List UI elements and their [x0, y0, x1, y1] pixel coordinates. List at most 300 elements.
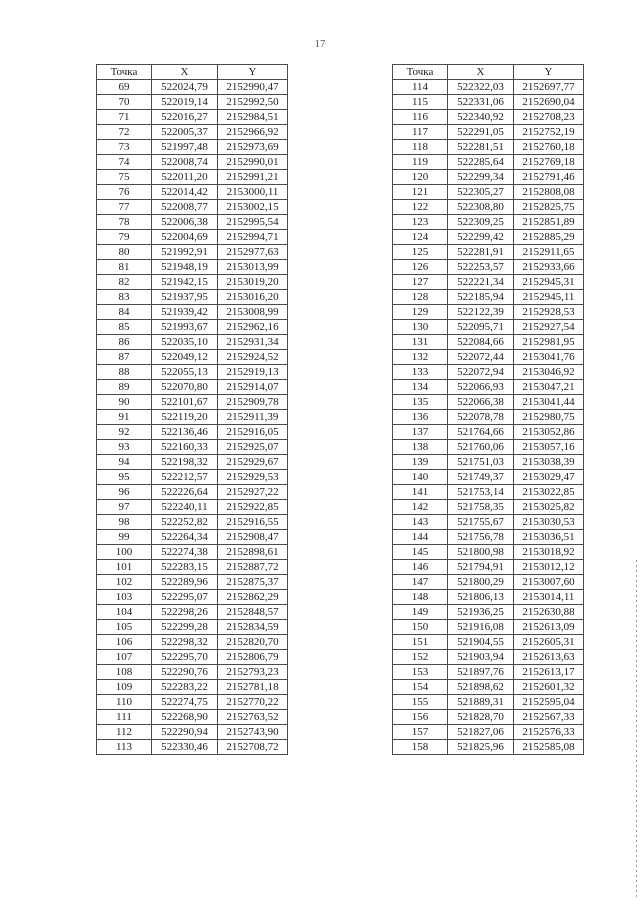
table-row: [393, 275, 584, 290]
cell-y: 2152875,37: [218, 575, 288, 590]
header-x: X: [152, 65, 218, 80]
cell-x: 521936,25: [448, 605, 514, 620]
cell-x: 522295,07: [152, 590, 218, 605]
cell-x: 521939,42: [152, 305, 218, 320]
cell-y: 2152760,18: [514, 140, 584, 155]
cell-x: 522095,71: [448, 320, 514, 335]
table-row: [97, 500, 288, 515]
table-row: [97, 245, 288, 260]
cell-x: 522274,75: [152, 695, 218, 710]
cell-y: 2152925,07: [218, 440, 288, 455]
cell-y: 2152630,88: [514, 605, 584, 620]
cell-point: 137: [393, 425, 448, 440]
table-row: [97, 425, 288, 440]
cell-x: 522006,38: [152, 215, 218, 230]
cell-y: 2152919,13: [218, 365, 288, 380]
cell-x: 521889,31: [448, 695, 514, 710]
cell-y: 2152933,66: [514, 260, 584, 275]
cell-point: 104: [97, 605, 152, 620]
cell-y: 2153052,86: [514, 425, 584, 440]
cell-x: 522049,12: [152, 350, 218, 365]
cell-point: 133: [393, 365, 448, 380]
cell-point: 110: [97, 695, 152, 710]
table-row: [393, 455, 584, 470]
cell-x: 522035,10: [152, 335, 218, 350]
table-body-left: [97, 80, 288, 755]
cell-point: 99: [97, 530, 152, 545]
cell-point: 115: [393, 95, 448, 110]
cell-y: 2152916,05: [218, 425, 288, 440]
cell-point: 75: [97, 170, 152, 185]
table-row: [97, 290, 288, 305]
cell-x: 522004,69: [152, 230, 218, 245]
cell-x: 522340,92: [448, 110, 514, 125]
cell-x: 521825,96: [448, 740, 514, 755]
cell-point: 129: [393, 305, 448, 320]
cell-point: 145: [393, 545, 448, 560]
cell-y: 2152929,67: [218, 455, 288, 470]
header-y: Y: [218, 65, 288, 80]
page-number: 17: [314, 38, 326, 50]
table-row: [97, 230, 288, 245]
cell-point: 156: [393, 710, 448, 725]
table-row: [97, 365, 288, 380]
cell-point: 113: [97, 740, 152, 755]
table-row: [97, 710, 288, 725]
table-row: [393, 110, 584, 125]
cell-point: 108: [97, 665, 152, 680]
cell-x: 521800,29: [448, 575, 514, 590]
cell-point: 118: [393, 140, 448, 155]
cell-point: 143: [393, 515, 448, 530]
cell-point: 95: [97, 470, 152, 485]
cell-x: 522101,67: [152, 395, 218, 410]
cell-point: 135: [393, 395, 448, 410]
cell-y: 2152973,69: [218, 140, 288, 155]
cell-x: 521751,03: [448, 455, 514, 470]
cell-y: 2153025,82: [514, 500, 584, 515]
cell-point: 116: [393, 110, 448, 125]
table-row: [97, 95, 288, 110]
table-row: [97, 260, 288, 275]
cell-point: 146: [393, 560, 448, 575]
table-row: [393, 140, 584, 155]
cell-x: 522226,64: [152, 485, 218, 500]
cell-x: 521764,66: [448, 425, 514, 440]
cell-y: 2153047,21: [514, 380, 584, 395]
cell-x: 522011,20: [152, 170, 218, 185]
table-row: [393, 230, 584, 245]
cell-y: 2152595,04: [514, 695, 584, 710]
cell-y: 2152848,57: [218, 605, 288, 620]
cell-y: 2152922,85: [218, 500, 288, 515]
cell-y: 2152834,59: [218, 620, 288, 635]
cell-y: 2152945,31: [514, 275, 584, 290]
cell-point: 128: [393, 290, 448, 305]
cell-y: 2152769,18: [514, 155, 584, 170]
cell-x: 522298,26: [152, 605, 218, 620]
cell-x: 522005,37: [152, 125, 218, 140]
cell-y: 2152980,75: [514, 410, 584, 425]
cell-x: 521942,15: [152, 275, 218, 290]
cell-point: 96: [97, 485, 152, 500]
cell-y: 2153046,92: [514, 365, 584, 380]
cell-x: 522252,82: [152, 515, 218, 530]
cell-point: 117: [393, 125, 448, 140]
table-row: [97, 605, 288, 620]
cell-y: 2152911,39: [218, 410, 288, 425]
cell-y: 2152752,19: [514, 125, 584, 140]
cell-point: 125: [393, 245, 448, 260]
cell-point: 81: [97, 260, 152, 275]
table-row: [393, 95, 584, 110]
cell-point: 86: [97, 335, 152, 350]
table-row: [393, 740, 584, 755]
cell-x: 522285,64: [448, 155, 514, 170]
cell-x: 522221,34: [448, 275, 514, 290]
cell-point: 84: [97, 305, 152, 320]
table-row: [393, 710, 584, 725]
cell-y: 2152601,32: [514, 680, 584, 695]
cell-x: 522264,34: [152, 530, 218, 545]
cell-x: 521937,95: [152, 290, 218, 305]
table-body-right: [393, 80, 584, 755]
cell-y: 2152820,70: [218, 635, 288, 650]
table-row: [97, 575, 288, 590]
cell-y: 2153002,15: [218, 200, 288, 215]
cell-point: 83: [97, 290, 152, 305]
cell-x: 522016,27: [152, 110, 218, 125]
cell-y: 2152806,79: [218, 650, 288, 665]
table-row: [393, 725, 584, 740]
cell-point: 79: [97, 230, 152, 245]
cell-point: 92: [97, 425, 152, 440]
cell-x: 522212,57: [152, 470, 218, 485]
cell-x: 522290,94: [152, 725, 218, 740]
cell-x: 522274,38: [152, 545, 218, 560]
cell-y: 2152605,31: [514, 635, 584, 650]
cell-y: 2153012,12: [514, 560, 584, 575]
cell-point: 139: [393, 455, 448, 470]
cell-y: 2153030,53: [514, 515, 584, 530]
cell-point: 88: [97, 365, 152, 380]
coordinates-table-right: [392, 64, 584, 755]
table-row: [97, 560, 288, 575]
cell-point: 102: [97, 575, 152, 590]
cell-point: 105: [97, 620, 152, 635]
table-row: [393, 395, 584, 410]
table-row: [393, 155, 584, 170]
cell-point: 131: [393, 335, 448, 350]
table-row: [97, 650, 288, 665]
header-point: Точка: [97, 65, 152, 80]
cell-y: 2152966,92: [218, 125, 288, 140]
cell-x: 522305,27: [448, 185, 514, 200]
cell-x: 522055,13: [152, 365, 218, 380]
cell-x: 522072,94: [448, 365, 514, 380]
cell-point: 157: [393, 725, 448, 740]
cell-y: 2152909,78: [218, 395, 288, 410]
cell-y: 2152613,17: [514, 665, 584, 680]
cell-point: 73: [97, 140, 152, 155]
table-row: [97, 380, 288, 395]
cell-y: 2152885,29: [514, 230, 584, 245]
cell-x: 522283,15: [152, 560, 218, 575]
cell-point: 123: [393, 215, 448, 230]
cell-point: 109: [97, 680, 152, 695]
table-header-row: [97, 65, 288, 80]
table-row: [393, 185, 584, 200]
cell-y: 2152908,47: [218, 530, 288, 545]
cell-point: 97: [97, 500, 152, 515]
cell-y: 2152994,71: [218, 230, 288, 245]
cell-x: 522289,96: [152, 575, 218, 590]
cell-x: 522185,94: [448, 290, 514, 305]
cell-y: 2153019,20: [218, 275, 288, 290]
table-row: [393, 410, 584, 425]
cell-point: 158: [393, 740, 448, 755]
table-row: [393, 545, 584, 560]
cell-y: 2152808,08: [514, 185, 584, 200]
table-row: [97, 680, 288, 695]
cell-x: 522122,39: [448, 305, 514, 320]
cell-x: 521753,14: [448, 485, 514, 500]
cell-x: 521827,06: [448, 725, 514, 740]
cell-x: 522253,57: [448, 260, 514, 275]
table-row: [97, 155, 288, 170]
cell-x: 522078,78: [448, 410, 514, 425]
cell-y: 2152825,75: [514, 200, 584, 215]
table-row: [393, 125, 584, 140]
binding-edge-divider: [636, 560, 637, 900]
cell-x: 521992,91: [152, 245, 218, 260]
table-row: [97, 110, 288, 125]
table-row: [97, 320, 288, 335]
cell-x: 522008,74: [152, 155, 218, 170]
cell-x: 521800,98: [448, 545, 514, 560]
cell-y: 2152770,22: [218, 695, 288, 710]
cell-x: 521828,70: [448, 710, 514, 725]
cell-y: 2152613,63: [514, 650, 584, 665]
cell-x: 522281,51: [448, 140, 514, 155]
cell-y: 2152585,08: [514, 740, 584, 755]
table-row: [97, 590, 288, 605]
cell-x: 522281,91: [448, 245, 514, 260]
cell-point: 69: [97, 80, 152, 95]
cell-y: 2152990,01: [218, 155, 288, 170]
table-row: [393, 590, 584, 605]
cell-point: 124: [393, 230, 448, 245]
table-row: [97, 635, 288, 650]
cell-y: 2152708,72: [218, 740, 288, 755]
cell-point: 154: [393, 680, 448, 695]
header-x: X: [448, 65, 514, 80]
table-row: [97, 620, 288, 635]
cell-point: 103: [97, 590, 152, 605]
cell-point: 111: [97, 710, 152, 725]
table-row: [393, 440, 584, 455]
cell-x: 522299,42: [448, 230, 514, 245]
cell-x: 522136,46: [152, 425, 218, 440]
cell-point: 80: [97, 245, 152, 260]
cell-y: 2152613,09: [514, 620, 584, 635]
header-y: Y: [514, 65, 584, 80]
table-row: [393, 620, 584, 635]
cell-y: 2152995,54: [218, 215, 288, 230]
cell-x: 521897,76: [448, 665, 514, 680]
cell-point: 121: [393, 185, 448, 200]
table-row: [97, 725, 288, 740]
cell-y: 2152927,22: [218, 485, 288, 500]
table-row: [97, 80, 288, 95]
cell-x: 522072,44: [448, 350, 514, 365]
table-row: [393, 320, 584, 335]
cell-x: 521904,55: [448, 635, 514, 650]
cell-y: 2152931,34: [218, 335, 288, 350]
table-row: [393, 260, 584, 275]
cell-x: 521755,67: [448, 515, 514, 530]
cell-y: 2153041,76: [514, 350, 584, 365]
cell-y: 2152576,33: [514, 725, 584, 740]
table-row: [97, 530, 288, 545]
cell-y: 2153000,11: [218, 185, 288, 200]
header-point: Точка: [393, 65, 448, 80]
cell-y: 2153008,99: [218, 305, 288, 320]
cell-point: 106: [97, 635, 152, 650]
table-row: [393, 365, 584, 380]
table-header-row: [393, 65, 584, 80]
table-row: [393, 515, 584, 530]
cell-y: 2153013,99: [218, 260, 288, 275]
cell-x: 522299,28: [152, 620, 218, 635]
table-row: [393, 305, 584, 320]
cell-point: 136: [393, 410, 448, 425]
cell-point: 72: [97, 125, 152, 140]
cell-y: 2153018,92: [514, 545, 584, 560]
cell-y: 2152945,11: [514, 290, 584, 305]
cell-point: 126: [393, 260, 448, 275]
cell-x: 522309,25: [448, 215, 514, 230]
cell-x: 522290,76: [152, 665, 218, 680]
cell-x: 521806,13: [448, 590, 514, 605]
cell-point: 114: [393, 80, 448, 95]
cell-y: 2152743,90: [218, 725, 288, 740]
cell-point: 134: [393, 380, 448, 395]
cell-y: 2152708,23: [514, 110, 584, 125]
table-row: [393, 695, 584, 710]
cell-x: 521916,08: [448, 620, 514, 635]
cell-y: 2153036,51: [514, 530, 584, 545]
cell-y: 2152781,18: [218, 680, 288, 695]
table-row: [393, 605, 584, 620]
table-row: [393, 80, 584, 95]
table-row: [97, 215, 288, 230]
cell-y: 2153038,39: [514, 455, 584, 470]
cell-point: 142: [393, 500, 448, 515]
cell-point: 91: [97, 410, 152, 425]
cell-y: 2152793,23: [218, 665, 288, 680]
cell-point: 94: [97, 455, 152, 470]
cell-point: 98: [97, 515, 152, 530]
cell-y: 2152928,53: [514, 305, 584, 320]
cell-point: 141: [393, 485, 448, 500]
cell-point: 74: [97, 155, 152, 170]
table-row: [97, 545, 288, 560]
coordinates-table-left: [96, 64, 288, 755]
table-row: [393, 665, 584, 680]
cell-x: 522014,42: [152, 185, 218, 200]
table-row: [393, 200, 584, 215]
cell-x: 521749,37: [448, 470, 514, 485]
table-row: [97, 485, 288, 500]
cell-y: 2153029,47: [514, 470, 584, 485]
cell-y: 2152763,52: [218, 710, 288, 725]
cell-y: 2152984,51: [218, 110, 288, 125]
cell-y: 2152690,04: [514, 95, 584, 110]
cell-y: 2152851,89: [514, 215, 584, 230]
cell-x: 522299,34: [448, 170, 514, 185]
table-row: [393, 245, 584, 260]
cell-y: 2152991,21: [218, 170, 288, 185]
cell-y: 2152862,29: [218, 590, 288, 605]
cell-x: 521760,06: [448, 440, 514, 455]
cell-point: 107: [97, 650, 152, 665]
cell-point: 138: [393, 440, 448, 455]
table-row: [393, 575, 584, 590]
cell-x: 522268,90: [152, 710, 218, 725]
cell-y: 2152567,33: [514, 710, 584, 725]
table-row: [97, 335, 288, 350]
table-row: [393, 485, 584, 500]
cell-y: 2152981,95: [514, 335, 584, 350]
cell-point: 150: [393, 620, 448, 635]
cell-x: 522295,70: [152, 650, 218, 665]
cell-point: 78: [97, 215, 152, 230]
table-row: [97, 440, 288, 455]
cell-point: 122: [393, 200, 448, 215]
cell-y: 2152924,52: [218, 350, 288, 365]
table-row: [97, 410, 288, 425]
cell-point: 93: [97, 440, 152, 455]
cell-point: 112: [97, 725, 152, 740]
cell-y: 2152977,63: [218, 245, 288, 260]
cell-x: 522119,20: [152, 410, 218, 425]
cell-point: 127: [393, 275, 448, 290]
cell-point: 148: [393, 590, 448, 605]
table-row: [97, 740, 288, 755]
cell-y: 2152791,46: [514, 170, 584, 185]
table-row: [97, 185, 288, 200]
cell-point: 82: [97, 275, 152, 290]
cell-x: 521756,78: [448, 530, 514, 545]
table-row: [393, 170, 584, 185]
cell-y: 2152916,55: [218, 515, 288, 530]
cell-x: 522298,32: [152, 635, 218, 650]
table-row: [393, 560, 584, 575]
cell-x: 521948,19: [152, 260, 218, 275]
table-row: [97, 470, 288, 485]
cell-y: 2152697,77: [514, 80, 584, 95]
cell-x: 522198,32: [152, 455, 218, 470]
table-row: [393, 425, 584, 440]
table-row: [97, 275, 288, 290]
table-row: [393, 680, 584, 695]
cell-x: 522331,06: [448, 95, 514, 110]
cell-x: 522084,66: [448, 335, 514, 350]
cell-x: 522240,11: [152, 500, 218, 515]
cell-point: 77: [97, 200, 152, 215]
cell-y: 2152898,61: [218, 545, 288, 560]
